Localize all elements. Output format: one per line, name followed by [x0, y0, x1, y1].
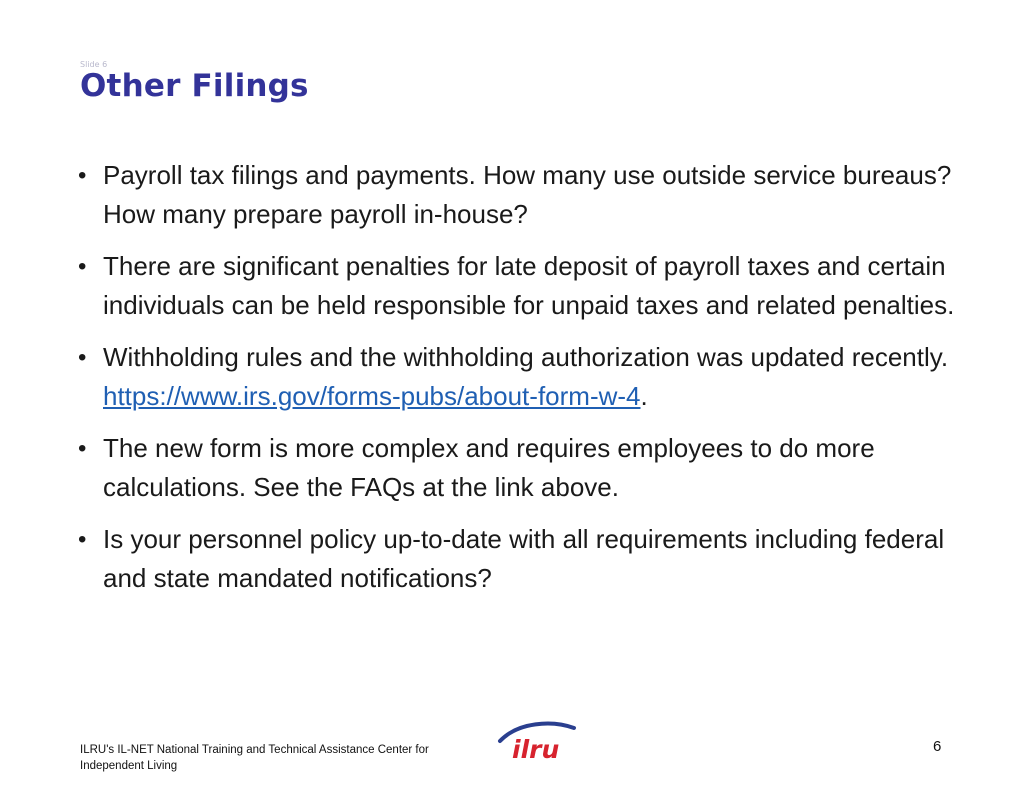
bullet-item: [78, 338, 958, 416]
bullet-item: [78, 520, 958, 598]
bullet-item: [78, 429, 958, 507]
bullet-text: Is your personnel policy up-to-date with all requirements including federal and state mandated notifications?: [103, 524, 945, 593]
bullet-text: Payroll tax filings and payments. How many use outside service bureaus? How many prepare payroll in-house?: [103, 160, 952, 229]
bullet-text-end: .: [640, 381, 648, 411]
slide-label: Slide 6: [80, 60, 108, 69]
bullet-text: There are significant penalties for late deposit of payroll taxes and certain individuals can be held responsible for unpaid taxes and related penalties.: [103, 251, 955, 320]
bullet-list: [78, 156, 958, 611]
bullet-dot-icon: •: [78, 526, 87, 553]
page-number: 6: [933, 738, 942, 755]
bullet-item: [78, 247, 958, 325]
bullet-dot-icon: •: [78, 344, 87, 371]
bullet-text: The new form is more complex and requires employees to do more calculations. See the FAQs at the link above.: [103, 433, 875, 502]
footer-organization: ILRU's IL-NET National Training and Technical Assistance Center for Independent Living: [80, 744, 429, 772]
irs-form-w4-link[interactable]: https://www.irs.gov/forms-pubs/about-form-w-4: [103, 381, 641, 411]
bullet-dot-icon: •: [78, 435, 87, 462]
bullet-dot-icon: •: [78, 162, 87, 189]
bullet-item: [78, 156, 958, 234]
slide-title: Other Filings: [80, 68, 309, 104]
logo-wordmark: ilru: [512, 735, 560, 761]
ilru-logo: [494, 719, 580, 761]
bullet-text: Withholding rules and the withholding authorization was updated recently.: [103, 342, 949, 372]
bullet-dot-icon: •: [78, 253, 87, 280]
